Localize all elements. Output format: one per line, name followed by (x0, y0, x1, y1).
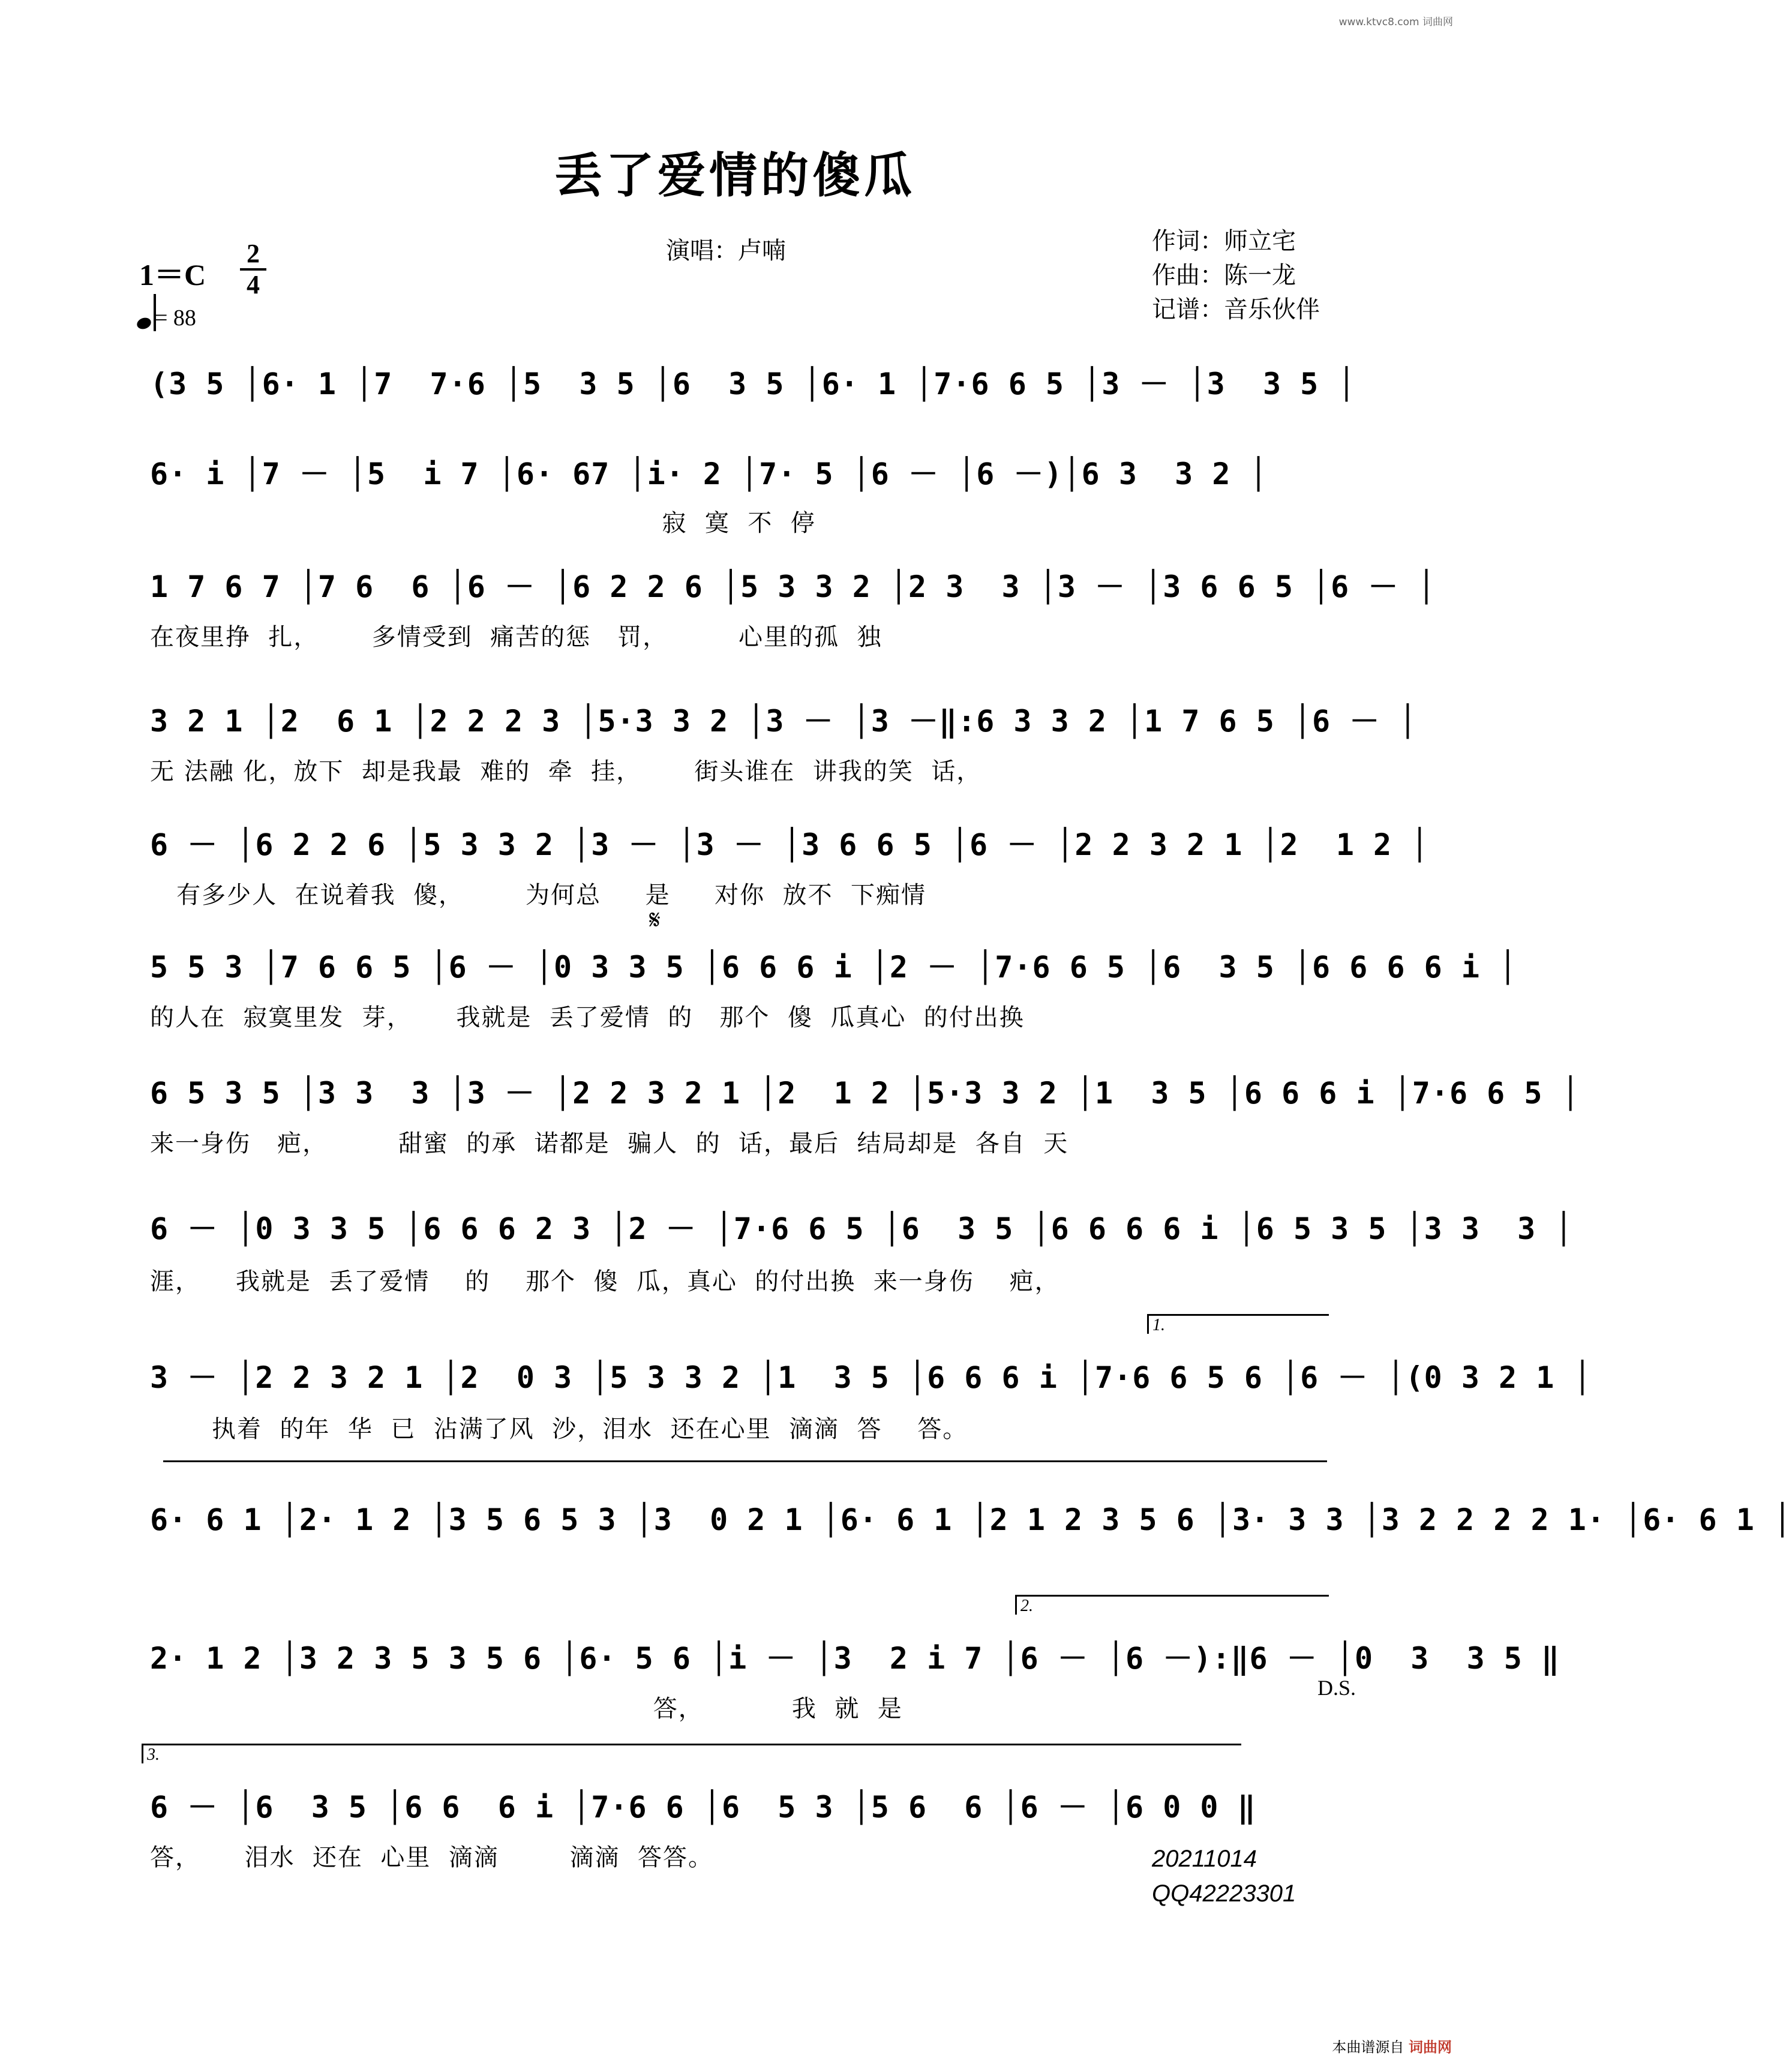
volta-second (1015, 1595, 1329, 1615)
song-title: 丢了爱情的傻瓜 (554, 147, 915, 203)
lyric-row-8: 涯， 我就是 丢了爱情 的 那个 傻 瓜，真心 的付出换 来一身伤 疤， (150, 1268, 1060, 1295)
singer: 演唱：卢喃 (666, 237, 786, 265)
transcription-date: 20211014 (1152, 1846, 1257, 1872)
score-row-10: 6· 6 1 │2· 1 2 │3 5 6 5 3 │3 0 2 1 │6· 6 1 │2 1 2 3 5 6 │3· 3 3 │3 2 2 2 2 1· │6· 6 1 │ (150, 1502, 1792, 1537)
site-watermark: www.ktvc8.com 词曲网 (1338, 16, 1453, 28)
lyric-row-4: 无 法融 化，放下 却是我最 难的 牵 挂， 街头谁在 讲我的笑 话， (150, 758, 982, 785)
lyric-row-7: 来一身伤 疤， 甜蜜 的承 诺都是 骗人 的 话，最后 结局却是 各自 天 (150, 1130, 1069, 1157)
score-row-8: 6 － │0 3 3 5 │6 6 6 2 3 │2 － │7·6 6 5 │6 3 5 │6 6 6 6 i │6 5 3 5 │3 3 3 │ (150, 1211, 1574, 1246)
volta-second-label: 2. (1020, 1597, 1033, 1615)
key-signature: 1＝C (139, 258, 206, 292)
volta-third-label: 3. (147, 1745, 160, 1764)
lyric-row-11: 答， 我 就 是 (150, 1695, 903, 1723)
score-row-1: (3 5 │6· 1 │7 7·6 │5 3 5 │6 3 5 │6· 1 │7·6 6 5 │3 － │3 3 5 │ (150, 367, 1356, 401)
lyric-row-5: 有多少人 在说着我 傻， 为何总 是 对你 放不 下痴情 (150, 881, 927, 909)
dal-segno: D.S. (1317, 1676, 1356, 1700)
transcriber: 记谱：音乐伙伴 (1152, 296, 1320, 323)
volta-third (142, 1744, 1241, 1763)
time-signature (240, 240, 266, 299)
score-row-11: 2· 1 2 │3 2 3 5 3 5 6 │6· 5 6 │i － │3 2 i 7 │6 － │6 －):‖6 － │0 3 3 5 ‖ (150, 1641, 1560, 1676)
transcriber-qq: QQ42223301 (1152, 1880, 1296, 1907)
segno-sign: 𝄋 (649, 905, 661, 935)
section-divider (163, 1460, 1327, 1462)
quarter-note-icon (136, 316, 153, 331)
score-row-4: 3 2 1 │2 6 1 │2 2 2 3 │5·3 3 2 │3 － │3 －‖:6 3 3 2 │1 7 6 5 │6 － │ (150, 704, 1418, 739)
lyric-row-2: 寂 寞 不 停 (150, 509, 816, 537)
composer: 作曲：陈一龙 (1152, 262, 1296, 289)
score-row-7: 6 5 3 5 │3 3 3 │3 － │2 2 3 2 1 │2 1 2 │5·3 3 2 │1 3 5 │6 6 6 i │7·6 6 5 │ (150, 1076, 1580, 1111)
footer-credit (1332, 2035, 1452, 2056)
score-row-9: 3 － │2 2 3 2 1 │2 0 3 │5 3 3 2 │1 3 5 │6 6 6 i │7·6 6 5 6 │6 － │(0 3 2 1 │ (150, 1360, 1592, 1395)
score-row-6: 5 5 3 │7 6 6 5 │6 － │0 3 3 5 │6 6 6 i │2 － │7·6 6 5 │6 3 5 │6 6 6 6 i │ (150, 950, 1518, 985)
footer-text: 本曲谱源自 (1332, 2039, 1404, 2056)
score-row-5: 6 － │6 2 2 6 │5 3 3 2 │3 － │3 － │3 6 6 5 │6 － │2 2 3 2 1 │2 1 2 │ (150, 827, 1430, 862)
volta-first-label: 1. (1152, 1316, 1165, 1334)
score-row-3: 1 7 6 7 │7 6 6 │6 － │6 2 2 6 │5 3 3 2 │2 3 3 │3 － │3 6 6 5 │6 － │ (150, 569, 1436, 604)
volta-first (1147, 1314, 1329, 1334)
lyric-row-3: 在夜里挣 扎， 多情受到 痛苦的惩 罚， 心里的孤 独 (150, 623, 883, 651)
score-row-12: 6 － │6 3 5 │6 6 6 i │7·6 6 │6 5 3 │5 6 6 │6 － │6 0 0 ‖ (150, 1790, 1256, 1825)
lyric-row-12: 答， 泪水 还在 心里 滴滴 滴滴 答答。 (150, 1844, 714, 1871)
tempo-value: = 88 (155, 305, 196, 331)
time-denominator: 4 (247, 270, 260, 299)
score-row-2: 6· i │7 － │5 i 7 │6· 67 │i· 2 │7· 5 │6 － │6 －)│6 3 3 2 │ (150, 457, 1268, 491)
lyric-row-9: 执着 的年 华 已 沾满了风 沙，泪水 还在心里 滴滴 答 答。 (150, 1415, 968, 1443)
lyric-row-6: 的人在 寂寞里发 芽， 我就是 丢了爱情 的 那个 傻 瓜真心 的付出换 (150, 1004, 1025, 1031)
footer-brand: 词曲网 (1409, 2039, 1452, 2056)
lyricist: 作词：师立宅 (1152, 227, 1296, 255)
time-numerator: 2 (247, 239, 260, 268)
tempo-marking (137, 305, 196, 331)
